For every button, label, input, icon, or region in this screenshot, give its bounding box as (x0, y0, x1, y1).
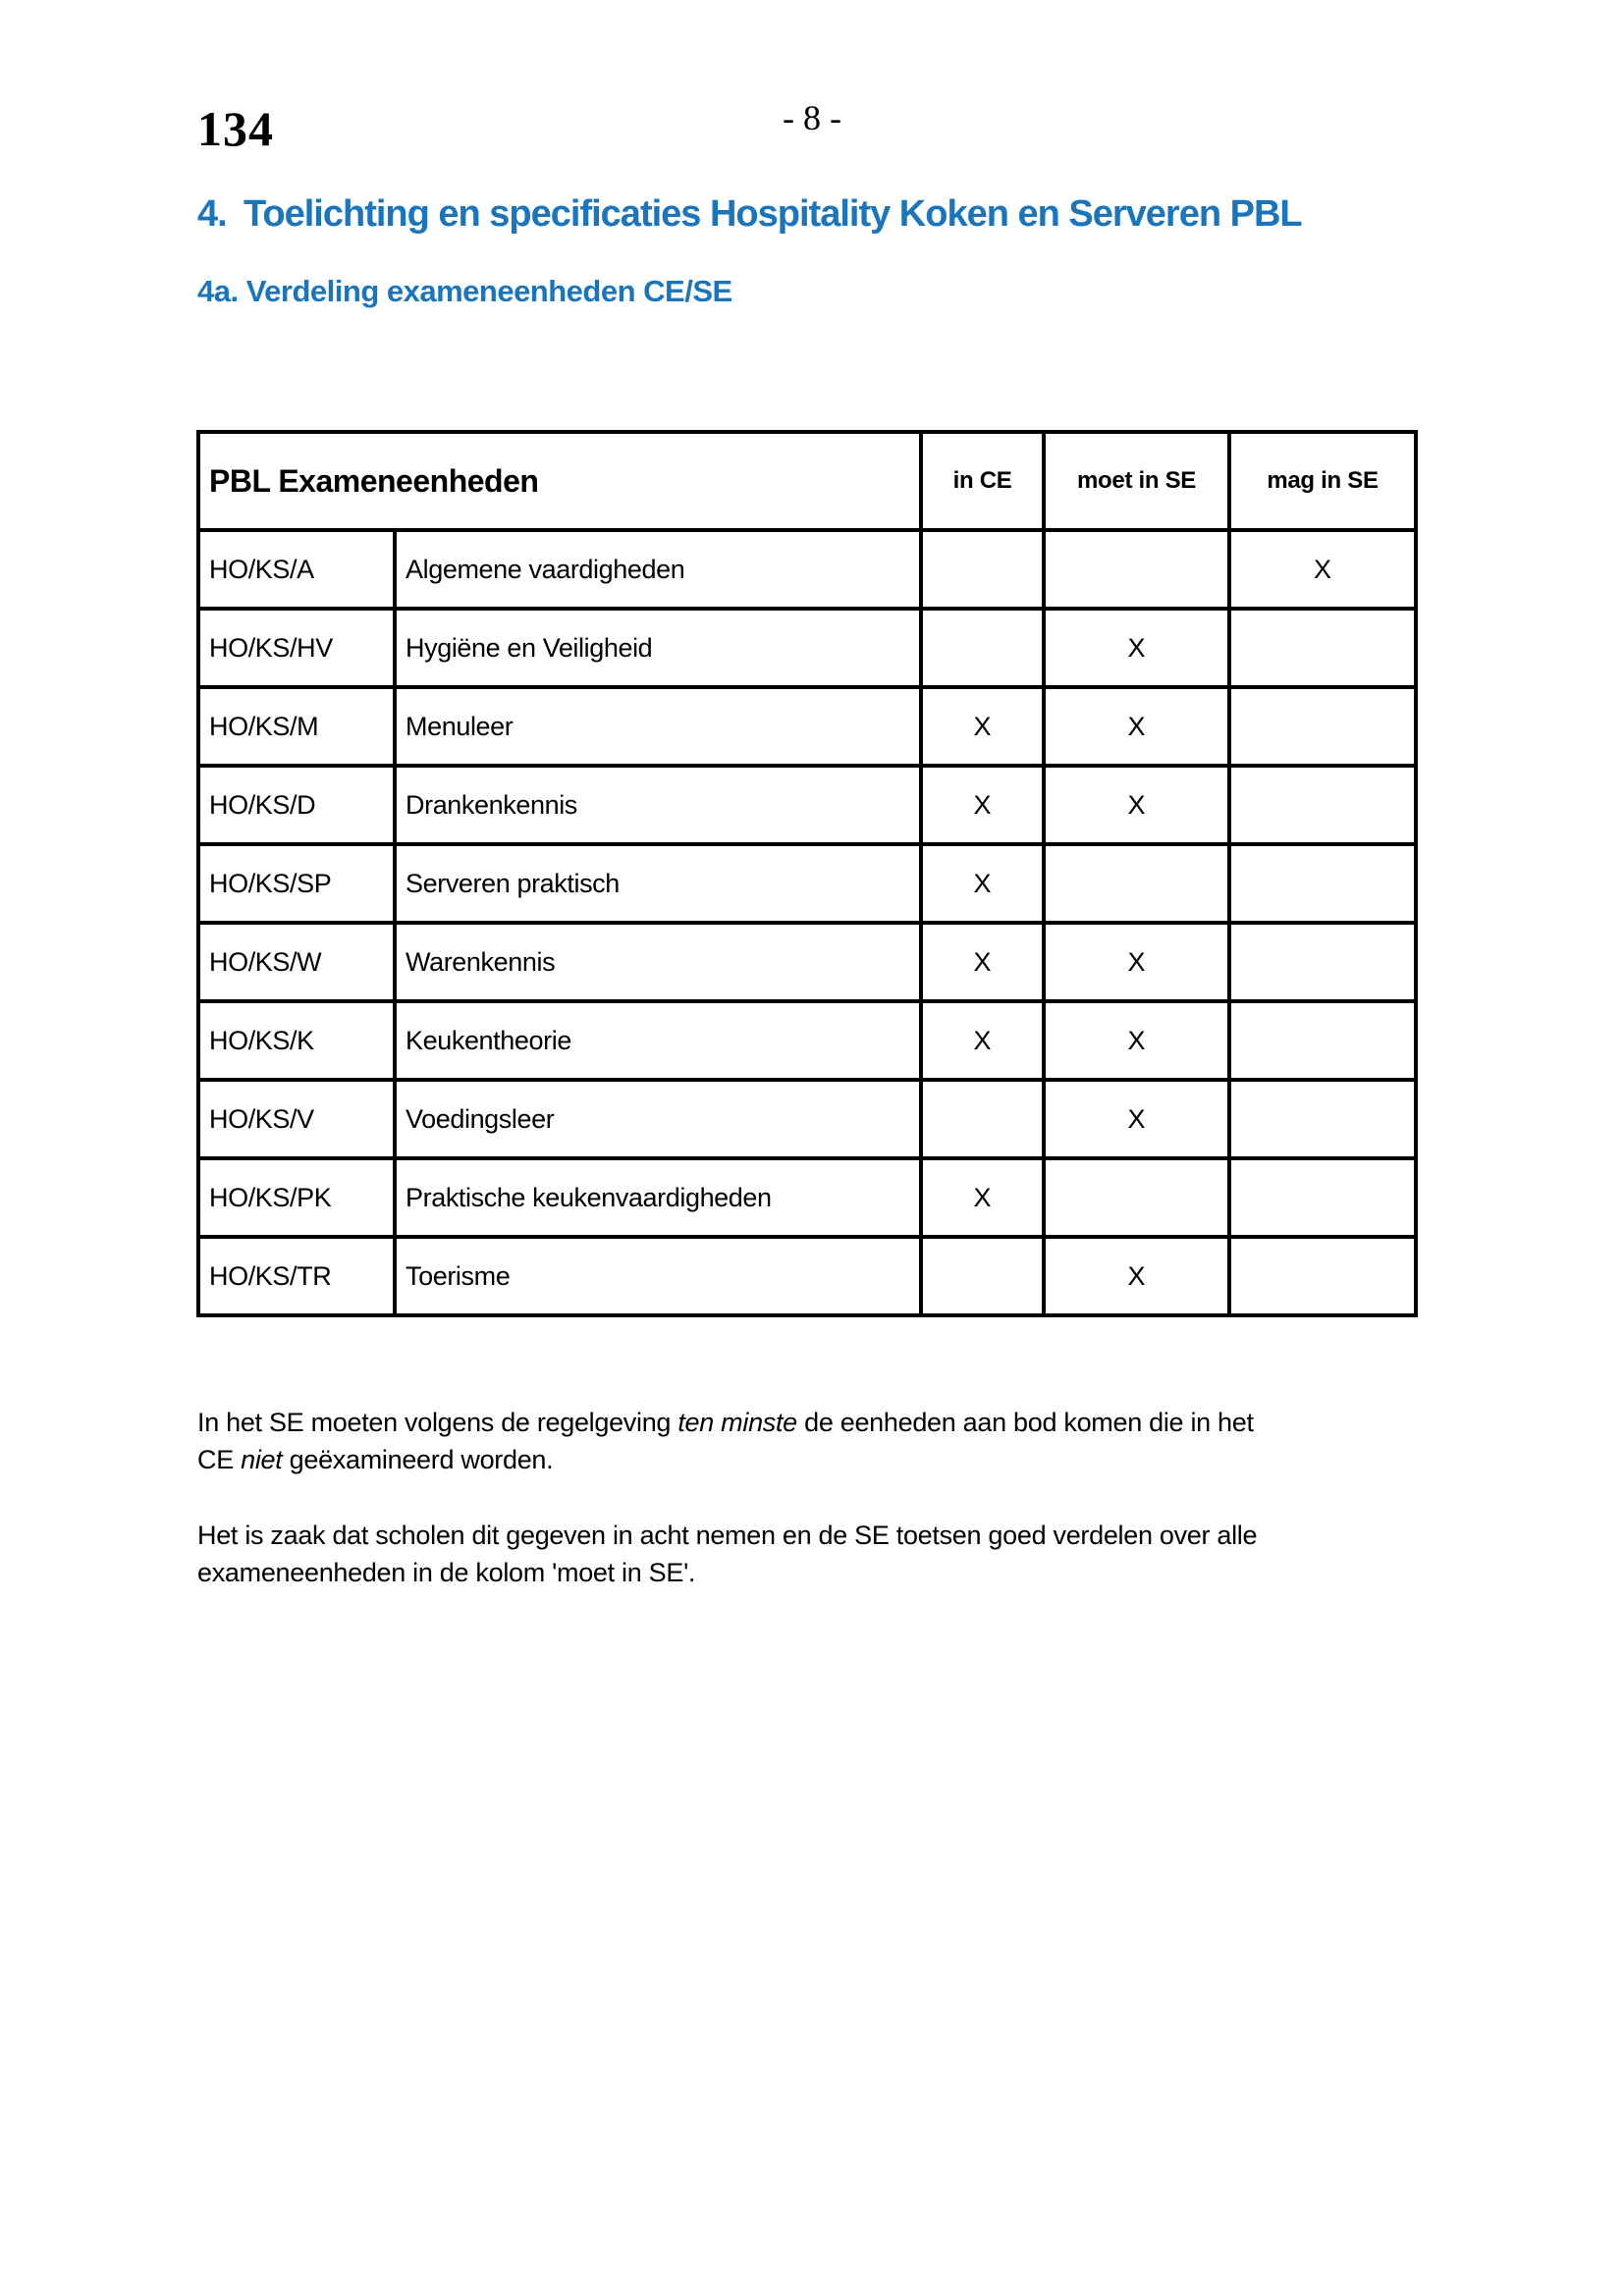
page-number: 134 (197, 101, 274, 156)
unit-code-cell: HO/KS/SP (198, 844, 395, 923)
column-header-mag-in-se: mag in SE (1229, 432, 1416, 530)
table-row (198, 1237, 1416, 1315)
mark-in-ce-cell: X (921, 766, 1044, 844)
p1-text-4: geëxamineerd worden. (282, 1445, 554, 1474)
p1-text-2: de eenheden aan bod komen die in het (796, 1408, 1254, 1437)
mark-moet-in-se-cell: X (1044, 766, 1229, 844)
mark-mag-in-se-cell (1229, 844, 1416, 923)
p1-italic-niet: niet (241, 1445, 283, 1474)
table-header-row (198, 432, 1416, 530)
section-heading-title: Toelichting en specificaties Hospitality Koken en Serveren PBL (244, 193, 1302, 235)
unit-name-cell: Toerisme (395, 1237, 921, 1315)
table-row (198, 530, 1416, 609)
mark-moet-in-se-cell (1044, 530, 1229, 609)
column-header-in-ce: in CE (921, 432, 1044, 530)
mark-moet-in-se-cell: X (1044, 923, 1229, 1001)
mark-mag-in-se-cell (1229, 766, 1416, 844)
mark-in-ce-cell: X (921, 1158, 1044, 1237)
unit-name-cell: Algemene vaardigheden (395, 530, 921, 609)
subsection-heading: 4a. Verdeling exameneenheden CE/SE (197, 274, 732, 308)
table-row (198, 766, 1416, 844)
column-header-moet-in-se: moet in SE (1044, 432, 1229, 530)
unit-name-cell: Keukentheorie (395, 1001, 921, 1080)
table-row (198, 923, 1416, 1001)
section-heading (197, 193, 1302, 237)
unit-name-cell: Voedingsleer (395, 1080, 921, 1158)
mark-moet-in-se-cell (1044, 844, 1229, 923)
mark-mag-in-se-cell (1229, 923, 1416, 1001)
exam-units-table (196, 430, 1418, 1317)
table-row (198, 687, 1416, 766)
mark-in-ce-cell (921, 1237, 1044, 1315)
unit-code-cell: HO/KS/K (198, 1001, 395, 1080)
p1-italic-ten-minste: ten minste (677, 1408, 797, 1437)
mark-moet-in-se-cell: X (1044, 1080, 1229, 1158)
mark-moet-in-se-cell: X (1044, 1237, 1229, 1315)
table-row (198, 1158, 1416, 1237)
mark-mag-in-se-cell: X (1229, 530, 1416, 609)
unit-name-cell: Menuleer (395, 687, 921, 766)
unit-code-cell: HO/KS/PK (198, 1158, 395, 1237)
unit-name-cell: Praktische keukenvaardigheden (395, 1158, 921, 1237)
unit-code-cell: HO/KS/TR (198, 1237, 395, 1315)
mark-mag-in-se-cell (1229, 1080, 1416, 1158)
mark-mag-in-se-cell (1229, 1001, 1416, 1080)
table-row (198, 609, 1416, 687)
mark-mag-in-se-cell (1229, 609, 1416, 687)
paragraph-se-toetsen-advies (197, 1517, 1513, 1591)
unit-code-cell: HO/KS/W (198, 923, 395, 1001)
unit-code-cell: HO/KS/V (198, 1080, 395, 1158)
table-row (198, 844, 1416, 923)
p2-line-1: Het is zaak dat scholen dit gegeven in acht nemen en de SE toetsen goed verdelen over alle (197, 1521, 1258, 1550)
mark-moet-in-se-cell: X (1044, 609, 1229, 687)
page-header-number: - 8 - (783, 98, 841, 137)
mark-in-ce-cell: X (921, 923, 1044, 1001)
mark-mag-in-se-cell (1229, 687, 1416, 766)
mark-in-ce-cell: X (921, 687, 1044, 766)
mark-in-ce-cell (921, 1080, 1044, 1158)
unit-code-cell: HO/KS/HV (198, 609, 395, 687)
unit-name-cell: Drankenkennis (395, 766, 921, 844)
unit-name-cell: Hygiëne en Veiligheid (395, 609, 921, 687)
section-heading-number: 4. (197, 193, 227, 235)
mark-in-ce-cell (921, 609, 1044, 687)
paragraph-se-regelgeving (197, 1404, 1513, 1478)
mark-in-ce-cell: X (921, 844, 1044, 923)
unit-code-cell: HO/KS/A (198, 530, 395, 609)
unit-name-cell: Serveren praktisch (395, 844, 921, 923)
mark-moet-in-se-cell: X (1044, 1001, 1229, 1080)
mark-mag-in-se-cell (1229, 1237, 1416, 1315)
table-row (198, 1080, 1416, 1158)
mark-moet-in-se-cell (1044, 1158, 1229, 1237)
mark-mag-in-se-cell (1229, 1158, 1416, 1237)
unit-code-cell: HO/KS/D (198, 766, 395, 844)
p1-text-3: CE (197, 1445, 242, 1474)
p2-line-2: exameneenheden in de kolom 'moet in SE'. (197, 1558, 696, 1587)
unit-code-cell: HO/KS/M (198, 687, 395, 766)
unit-name-cell: Warenkennis (395, 923, 921, 1001)
mark-moet-in-se-cell: X (1044, 687, 1229, 766)
mark-in-ce-cell (921, 530, 1044, 609)
column-header-exameneenheden: PBL Exameneenheden (198, 432, 921, 530)
mark-in-ce-cell: X (921, 1001, 1044, 1080)
p1-text-1: In het SE moeten volgens de regelgeving (197, 1408, 678, 1437)
table-row (198, 1001, 1416, 1080)
